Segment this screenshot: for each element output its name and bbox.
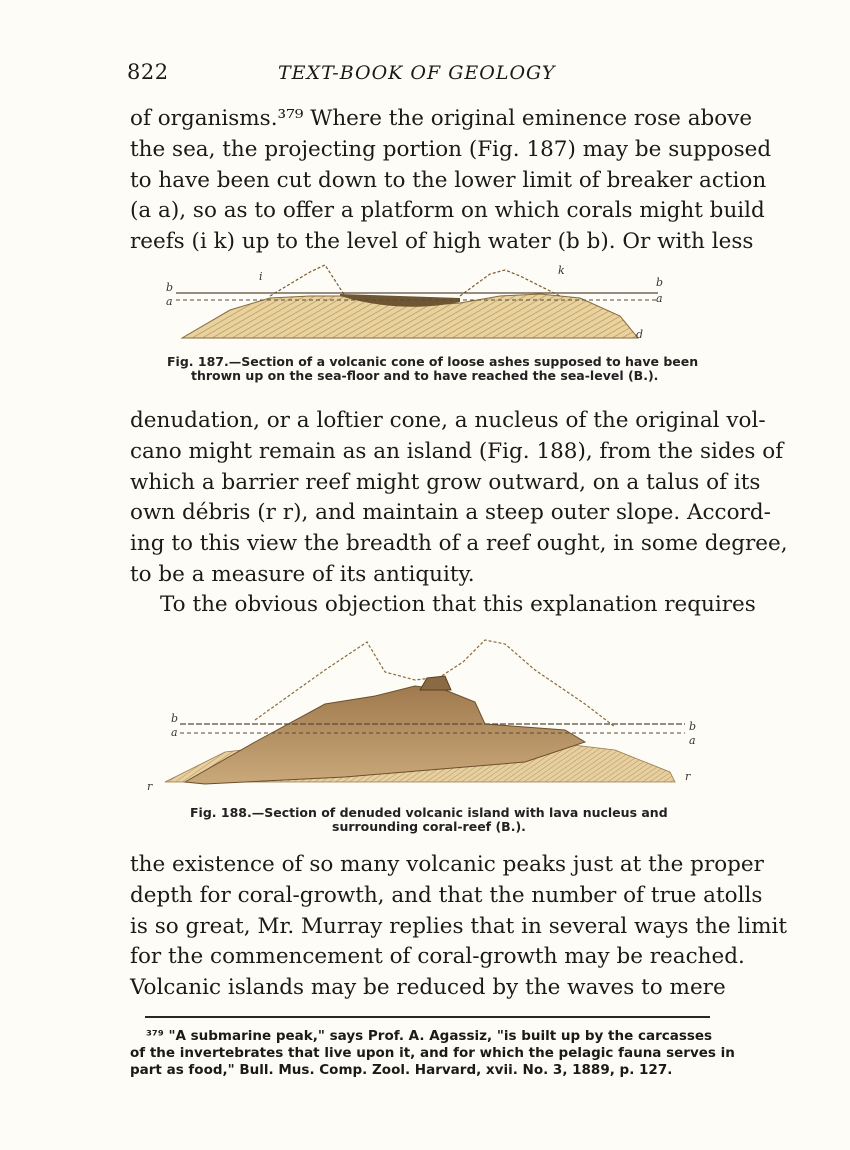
text-line: to have been cut down to the lower limit of breaker action — [130, 167, 767, 193]
footnote-379 — [130, 1028, 735, 1079]
text-line: for the commencement of coral-growth may be reached. — [130, 944, 745, 970]
footnote-line: part as food," Bull. Mus. Comp. Zool. Harvard, xvii. No. 3, 1889, p. 127. — [130, 1062, 673, 1078]
text-line: depth for coral-growth, and that the number of true atolls — [130, 882, 763, 908]
footnote-line: ³⁷⁹ "A submarine peak," says Prof. A. Agassiz, "is built up by the carcasses — [146, 1028, 713, 1044]
caption-line: surrounding coral-reef (B.). — [332, 819, 526, 834]
text-line: (a a), so as to offer a platform on which corals might build — [130, 198, 765, 224]
figure-187-caption — [167, 355, 698, 383]
text-line: own débris (r r), and maintain a steep outer slope. Accord- — [130, 500, 771, 526]
running-head: TEXT-BOOK OF GEOLOGY — [278, 62, 556, 84]
text-line: of organisms.³⁷⁹ Where the original eminence rose above — [130, 106, 753, 131]
label-i: i — [259, 270, 263, 283]
figure-187-illustration — [160, 258, 680, 348]
paragraph-1 — [130, 104, 772, 258]
footnote-divider — [145, 1016, 710, 1018]
text-line: the sea, the projecting portion (Fig. 187) may be supposed — [130, 136, 772, 162]
label-d: d — [636, 328, 644, 341]
text-line: is so great, Mr. Murray replies that in several ways the limit — [130, 913, 788, 939]
central-plug — [420, 676, 451, 690]
text-line: cano might remain as an island (Fig. 188), from the sides of — [130, 438, 784, 464]
text-line: reefs (i k) up to the level of high water (b b). Or with less — [130, 229, 754, 255]
label-a-left: a — [166, 295, 173, 308]
label-a-left: a — [171, 726, 178, 739]
text-line: To the obvious objection that this explanation requires — [160, 592, 756, 617]
caption-line: Fig. 188.—Section of denuded volcanic island with lava nucleus and — [190, 805, 668, 820]
label-b-right: b — [689, 720, 697, 733]
label-k: k — [558, 264, 565, 277]
text-line: Volcanic islands may be reduced by the waves to mere — [130, 975, 726, 1001]
text-line: ing to this view the breadth of a reef ought, in some degree, — [130, 531, 788, 557]
original-cone-outline-right — [460, 270, 560, 296]
page-number: 822 — [127, 60, 169, 84]
paragraph-4 — [130, 850, 788, 1004]
paragraph-2 — [130, 406, 788, 591]
footnote-line: of the invertebrates that live upon it, and for which the pelagic fauna serves in — [130, 1045, 735, 1061]
caption-line: thrown up on the sea-floor and to have reached the sea-level (B.). — [191, 368, 659, 383]
label-b-left: b — [171, 712, 179, 725]
text-line: to be a measure of its antiquity. — [130, 561, 475, 587]
text-line: the existence of so many volcanic peaks just at the proper — [130, 852, 764, 877]
caption-line: Fig. 187.—Section of a volcanic cone of loose ashes supposed to have been — [167, 354, 699, 369]
text-line: which a barrier reef might grow outward, on a talus of its — [130, 469, 761, 495]
label-a-right: a — [689, 734, 696, 747]
label-b-right: b — [656, 276, 664, 289]
label-r-right: r — [685, 770, 691, 783]
text-line: denudation, or a loftier cone, a nucleus of the original vol- — [130, 408, 766, 433]
label-a-right: a — [656, 292, 663, 305]
label-r-left: r — [147, 780, 153, 793]
figure-188-caption — [190, 806, 668, 834]
original-cone-outline-left — [270, 265, 345, 296]
label-b-left: b — [166, 281, 174, 294]
paragraph-3 — [160, 590, 756, 621]
figure-188-illustration — [145, 632, 705, 800]
